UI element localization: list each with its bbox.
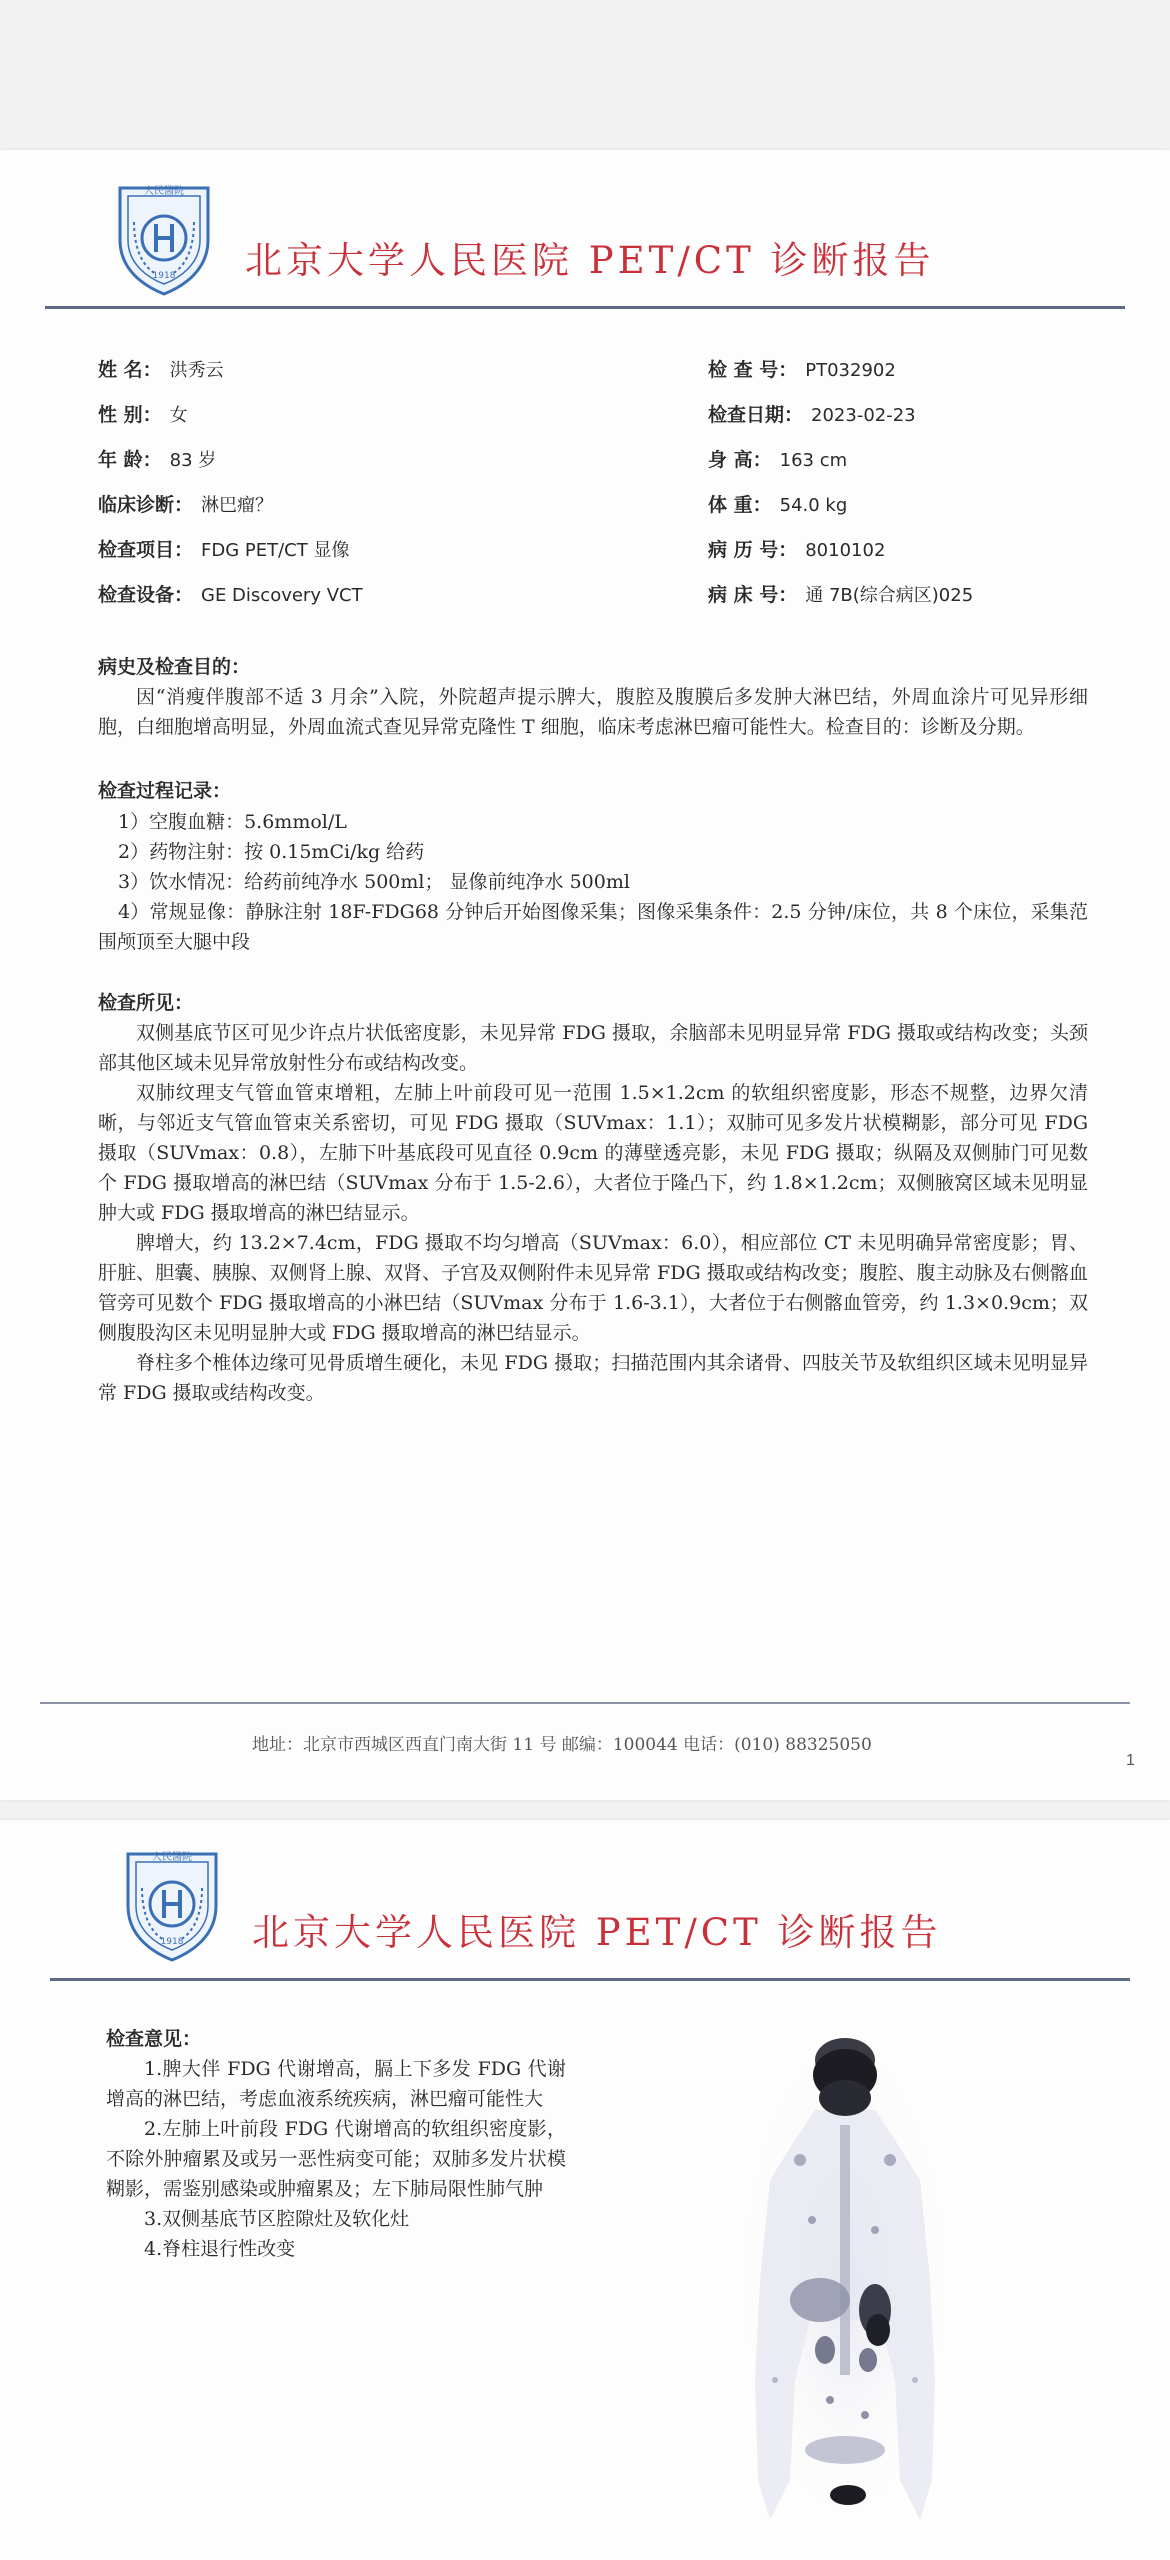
opinion-text xyxy=(106,2054,566,2264)
opinion-item: 3.双侧基底节区腔隙灶及软化灶 xyxy=(144,2208,410,2230)
footer-address: 地址：北京市西城区西直门南大街 11 号 邮编：100044 电话：(010) 88325050 xyxy=(252,1735,872,1755)
field-bed xyxy=(708,580,973,607)
age-value: 83 岁 xyxy=(169,450,217,471)
sex-value: 女 xyxy=(169,405,188,426)
height-label: 身 高： xyxy=(708,449,772,471)
bed-value: 通 7B(综合病区)025 xyxy=(805,585,974,606)
name-value: 洪秀云 xyxy=(169,360,224,381)
procedure-item-4 xyxy=(98,897,1088,957)
height-value: 163 cm xyxy=(779,450,848,471)
field-record xyxy=(708,535,885,562)
findings-paragraph: 双侧基底节区可见少许点片状低密度影，未见异常 FDG 摄取，余脑部未见明显异常 FDG 摄取或结构改变；头颈部其他区域未见异常放射性分布或结构改变。 xyxy=(98,1022,1088,1074)
age-label: 年 龄： xyxy=(98,449,162,471)
pet-mip-image xyxy=(700,2020,990,2540)
page-number: 1 xyxy=(1126,1752,1135,1769)
footer-rule xyxy=(40,1702,1130,1704)
item-label: 检查项目： xyxy=(98,539,194,561)
logo-text: 人民醫院 xyxy=(152,1852,192,1863)
date-value: 2023-02-23 xyxy=(811,405,916,426)
report-page-2 xyxy=(0,1820,1170,2560)
report-title: 北京大学人民医院 PET/CT 诊断报告 xyxy=(252,1911,942,1954)
findings-paragraph: 脾增大，约 13.2×7.4cm，FDG 摄取不均匀增高（SUVmax：6.0），相应部位 CT 未见明确异常密度影；胃、肝脏、胆囊、胰腺、双侧肾上腺、双肾、子宫及双侧附件未见异常 FDG 摄取或结构改变；腹腔、腹主动脉及右侧髂血管旁可见数个 FDG 摄取增高的小淋巴结（SUVmax 分布于 1.6-3.1），大者位于右侧髂血管旁，约 1.3×0.9cm；双侧腹股沟区未见明显肿大或 FDG 摄取增高的淋巴结显示。 xyxy=(98,1232,1088,1344)
bed-label: 病 床 号： xyxy=(708,584,798,606)
field-date xyxy=(708,400,916,427)
field-device xyxy=(98,580,363,607)
field-sex xyxy=(98,400,188,427)
history-title: 病史及检查目的： xyxy=(98,656,251,678)
procedure-title: 检查过程记录： xyxy=(98,780,232,802)
logo-year: 1918 xyxy=(160,1937,184,1947)
history-text xyxy=(98,682,1088,742)
logo-text: 人民醫院 xyxy=(144,186,184,197)
opinion-title: 检查意见： xyxy=(106,2028,202,2050)
date-label: 检查日期： xyxy=(708,404,804,426)
procedure-item: 1）空腹血糖：5.6mmol/L xyxy=(118,811,347,833)
field-item xyxy=(98,535,349,562)
findings-paragraph: 双肺纹理支气管血管束增粗，左肺上叶前段可见一范围 1.5×1.2cm 的软组织密度影，形态不规整，边界欠清晰，与邻近支气管血管束关系密切，可见 FDG 摄取（SUVmax：1.1）；双肺可见多发片状模糊影，部分可见 FDG 摄取（SUVmax：0.8），左肺下叶基底段可见直径 0.9cm 的薄壁透亮影，未见 FDG 摄取；纵隔及双侧肺门可见数个 FDG 摄取增高的淋巴结（SUVmax 分布于 1.5-2.6），大者位于隆凸下，约 1.8×1.2cm；双侧腋窝区域未见明显肿大或 FDG 摄取增高的淋巴结显示。 xyxy=(98,1082,1088,1224)
field-height xyxy=(708,445,847,472)
field-age xyxy=(98,445,216,472)
name-label: 姓 名： xyxy=(98,359,162,381)
diagnosis-value: 淋巴瘤？ xyxy=(201,495,274,516)
field-weight xyxy=(708,490,847,517)
header-rule xyxy=(50,1978,1130,1981)
history-paragraph: 因“消瘦伴腹部不适 3 月余”入院，外院超声提示脾大，腹腔及腹膜后多发肿大淋巴结，外周血涂片可见异形细胞，白细胞增高明显，外周血流式查见异常克隆性 T 细胞，临床考虑淋巴瘤可能性大。检查目的：诊断及分期。 xyxy=(98,686,1088,738)
exam-no-value: PT032902 xyxy=(805,360,896,381)
record-label: 病 历 号： xyxy=(708,539,798,561)
opinion-item: 4.脊柱退行性改变 xyxy=(144,2238,296,2260)
hospital-logo xyxy=(120,1844,224,1962)
findings-paragraph: 脊柱多个椎体边缘可见骨质增生硬化，未见 FDG 摄取；扫描范围内其余诸骨、四肢关节及软组织区域未见明显异常 FDG 摄取或结构改变。 xyxy=(98,1352,1088,1404)
report-page-1 xyxy=(0,150,1170,1800)
findings-text xyxy=(98,1018,1088,1408)
diagnosis-label: 临床诊断： xyxy=(98,494,194,516)
weight-label: 体 重： xyxy=(708,494,772,516)
field-exam-no xyxy=(708,355,896,382)
findings-title: 检查所见： xyxy=(98,992,194,1014)
field-name xyxy=(98,355,224,382)
procedure-item: 4）常规显像：静脉注射 18F-FDG68 分钟后开始图像采集；图像采集条件：2.5 分钟/床位，共 8 个床位，采集范围颅顶至大腿中段 xyxy=(98,901,1088,953)
opinion-item: 1.脾大伴 FDG 代谢增高，膈上下多发 FDG 代谢增高的淋巴结，考虑血液系统疾病，淋巴瘤可能性大 xyxy=(106,2058,566,2110)
device-value: GE Discovery VCT xyxy=(201,585,363,606)
weight-value: 54.0 kg xyxy=(779,495,848,516)
procedure-item: 2）药物注射：按 0.15mCi/kg 给药 xyxy=(118,841,425,863)
hospital-logo xyxy=(112,178,216,296)
record-value: 8010102 xyxy=(805,540,886,561)
logo-year: 1918 xyxy=(152,271,176,281)
report-title: 北京大学人民医院 PET/CT 诊断报告 xyxy=(245,239,935,282)
sex-label: 性 别： xyxy=(98,404,162,426)
device-label: 检查设备： xyxy=(98,584,194,606)
exam-no-label: 检 查 号： xyxy=(708,359,798,381)
header-rule xyxy=(45,306,1125,309)
item-value: FDG PET/CT 显像 xyxy=(201,540,350,561)
procedure-item: 3）饮水情况：给药前纯净水 500ml； 显像前纯净水 500ml xyxy=(118,871,630,893)
field-diagnosis xyxy=(98,490,273,517)
opinion-item: 2.左肺上叶前段 FDG 代谢增高的软组织密度影，不除外肿瘤累及或另一恶性病变可能；双肺多发片状模糊影，需鉴别感染或肿瘤累及；左下肺局限性肺气肿 xyxy=(106,2118,566,2200)
